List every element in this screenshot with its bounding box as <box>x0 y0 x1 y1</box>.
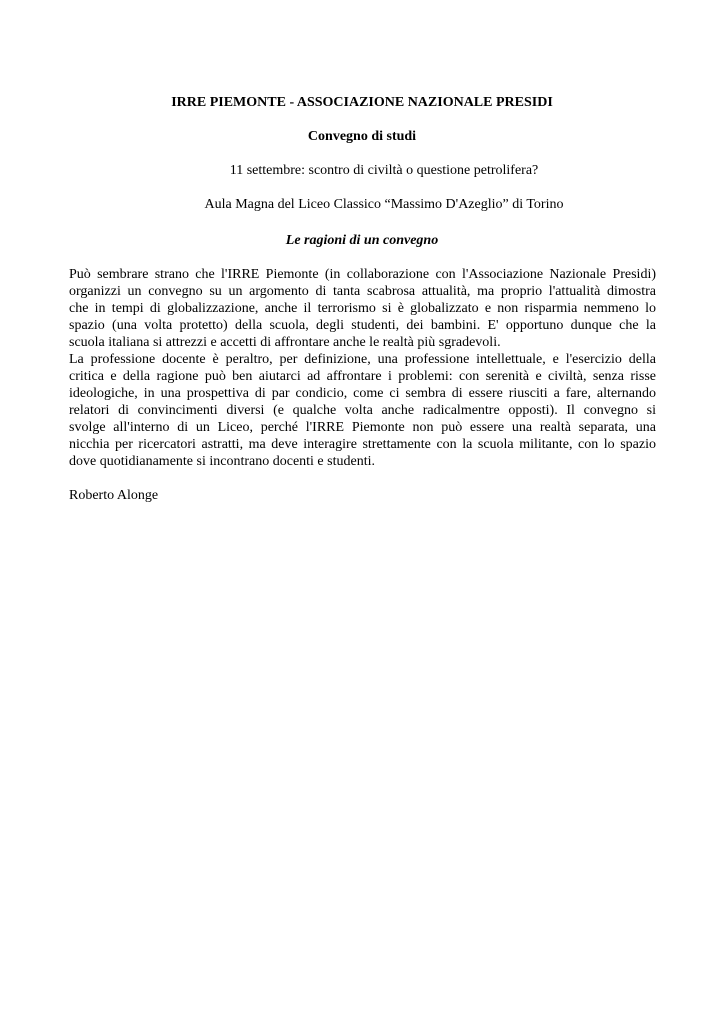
event-location: Aula Magna del Liceo Classico “Massimo D'Azeglio” di Torino <box>204 197 564 212</box>
paragraph-line: organizzi un convegno su un argomento di tanta scabrosa attualità, ma proprio l'attualità dimostra <box>69 284 656 299</box>
section-heading: Le ragioni di un convegno <box>285 233 439 248</box>
paragraph-line: svolge all'interno di un Liceo, perché l'IRRE Piemonte non può essere una realtà separata, una <box>69 420 656 435</box>
author-signature: Roberto Alonge <box>69 488 159 503</box>
event-title: Convegno di studi <box>307 129 417 144</box>
paragraph-line: critica e della ragione può ben aiutarci ad affrontare i problemi: con serenità e civiltà, senza risse <box>69 369 656 384</box>
event-subtitle: 11 settembre: scontro di civiltà o questione petrolifera? <box>229 163 539 178</box>
paragraph-line: relatori di convincimenti diversi (e qualche volta anche radicalmentre opposti). Il convegno si <box>69 403 656 418</box>
paragraph-line: ideologiche, in una prospettiva di par condicio, come ci sembra di essere riusciti a fare, alternando <box>69 386 656 401</box>
paragraph-line: Può sembrare strano che l'IRRE Piemonte (in collaborazione con l'Associazione Nazionale Presidi) <box>69 267 656 282</box>
paragraph-line: nicchia per ricercatori astratti, ma deve interagire strettamente con la scuola militante, con lo spazio <box>69 437 656 452</box>
paragraph-2 <box>69 351 656 470</box>
paragraph-line: dove quotidianamente si incontrano docenti e studenti. <box>69 454 375 469</box>
paragraph-line: La professione docente è peraltro, per definizione, una professione intellettuale, e l'esercizio della <box>69 352 656 367</box>
paragraph-1 <box>69 266 656 351</box>
paragraph-line: spazio (una volta protetto) della scuola, degli studenti, dei bambini. E' opportuno dunque che la <box>69 318 656 333</box>
paragraph-line: scuola italiana si attrezzi e accetti di affrontare anche le realtà più sgradevoli. <box>69 335 501 350</box>
organization-title: IRRE PIEMONTE - ASSOCIAZIONE NAZIONALE PRESIDI <box>171 95 553 110</box>
paragraph-line: che in tempi di globalizzazione, anche il terrorismo si è globalizzato e non risparmia nemmeno lo <box>69 301 656 316</box>
